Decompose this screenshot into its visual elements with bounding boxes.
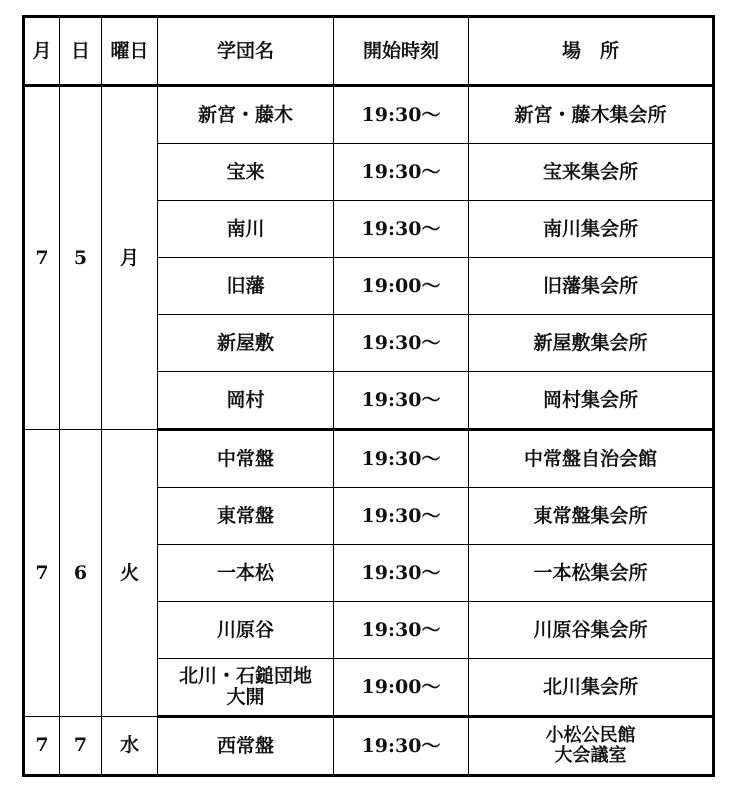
start-time-cell: 19:00〜 bbox=[334, 659, 469, 717]
group-cell: 新宮・藤木 bbox=[158, 86, 334, 144]
place-cell: 東常盤集会所 bbox=[469, 488, 714, 545]
weekday-cell: 水 bbox=[102, 717, 158, 776]
place-cell: 旧藩集会所 bbox=[469, 258, 714, 315]
header-group: 学団名 bbox=[158, 17, 334, 86]
header-start-time: 開始時刻 bbox=[334, 17, 469, 86]
start-time-cell: 19:30〜 bbox=[334, 430, 469, 488]
table-header bbox=[24, 17, 714, 86]
place-cell: 岡村集会所 bbox=[469, 372, 714, 430]
day-cell: 6 bbox=[60, 430, 102, 717]
place-cell: 川原谷集会所 bbox=[469, 602, 714, 659]
start-time-cell: 19:30〜 bbox=[334, 717, 469, 776]
group-cell: 新屋敷 bbox=[158, 315, 334, 372]
group-cell: 東常盤 bbox=[158, 488, 334, 545]
start-time-cell: 19:30〜 bbox=[334, 602, 469, 659]
start-time-cell: 19:30〜 bbox=[334, 488, 469, 545]
start-time-cell: 19:30〜 bbox=[334, 201, 469, 258]
day-cell: 5 bbox=[60, 86, 102, 430]
group-cell: 川原谷 bbox=[158, 602, 334, 659]
table-body bbox=[24, 86, 714, 776]
header-weekday: 曜日 bbox=[102, 17, 158, 86]
place-cell: 小松公民館 大会議室 bbox=[469, 717, 714, 776]
group-cell: 中常盤 bbox=[158, 430, 334, 488]
weekday-cell: 月 bbox=[102, 86, 158, 430]
header-month: 月 bbox=[24, 17, 60, 86]
table-row bbox=[24, 430, 714, 488]
group-cell: 北川・石鎚団地 大開 bbox=[158, 659, 334, 717]
start-time-cell: 19:00〜 bbox=[334, 258, 469, 315]
table-row bbox=[24, 717, 714, 776]
place-cell: 新屋敷集会所 bbox=[469, 315, 714, 372]
header-place: 場 所 bbox=[469, 17, 714, 86]
group-cell: 南川 bbox=[158, 201, 334, 258]
place-cell: 新宮・藤木集会所 bbox=[469, 86, 714, 144]
place-cell: 中常盤自治会館 bbox=[469, 430, 714, 488]
day-cell: 7 bbox=[60, 717, 102, 776]
start-time-cell: 19:30〜 bbox=[334, 545, 469, 602]
place-cell: 南川集会所 bbox=[469, 201, 714, 258]
month-cell: 7 bbox=[24, 717, 60, 776]
weekday-cell: 火 bbox=[102, 430, 158, 717]
group-cell: 岡村 bbox=[158, 372, 334, 430]
place-cell: 宝来集会所 bbox=[469, 144, 714, 201]
header-day: 日 bbox=[60, 17, 102, 86]
month-cell: 7 bbox=[24, 430, 60, 717]
place-cell: 一本松集会所 bbox=[469, 545, 714, 602]
start-time-cell: 19:30〜 bbox=[334, 86, 469, 144]
schedule-table bbox=[22, 15, 715, 777]
group-cell: 西常盤 bbox=[158, 717, 334, 776]
group-cell: 宝来 bbox=[158, 144, 334, 201]
month-cell: 7 bbox=[24, 86, 60, 430]
start-time-cell: 19:30〜 bbox=[334, 372, 469, 430]
start-time-cell: 19:30〜 bbox=[334, 315, 469, 372]
table-row bbox=[24, 86, 714, 144]
start-time-cell: 19:30〜 bbox=[334, 144, 469, 201]
place-cell: 北川集会所 bbox=[469, 659, 714, 717]
group-cell: 旧藩 bbox=[158, 258, 334, 315]
group-cell: 一本松 bbox=[158, 545, 334, 602]
